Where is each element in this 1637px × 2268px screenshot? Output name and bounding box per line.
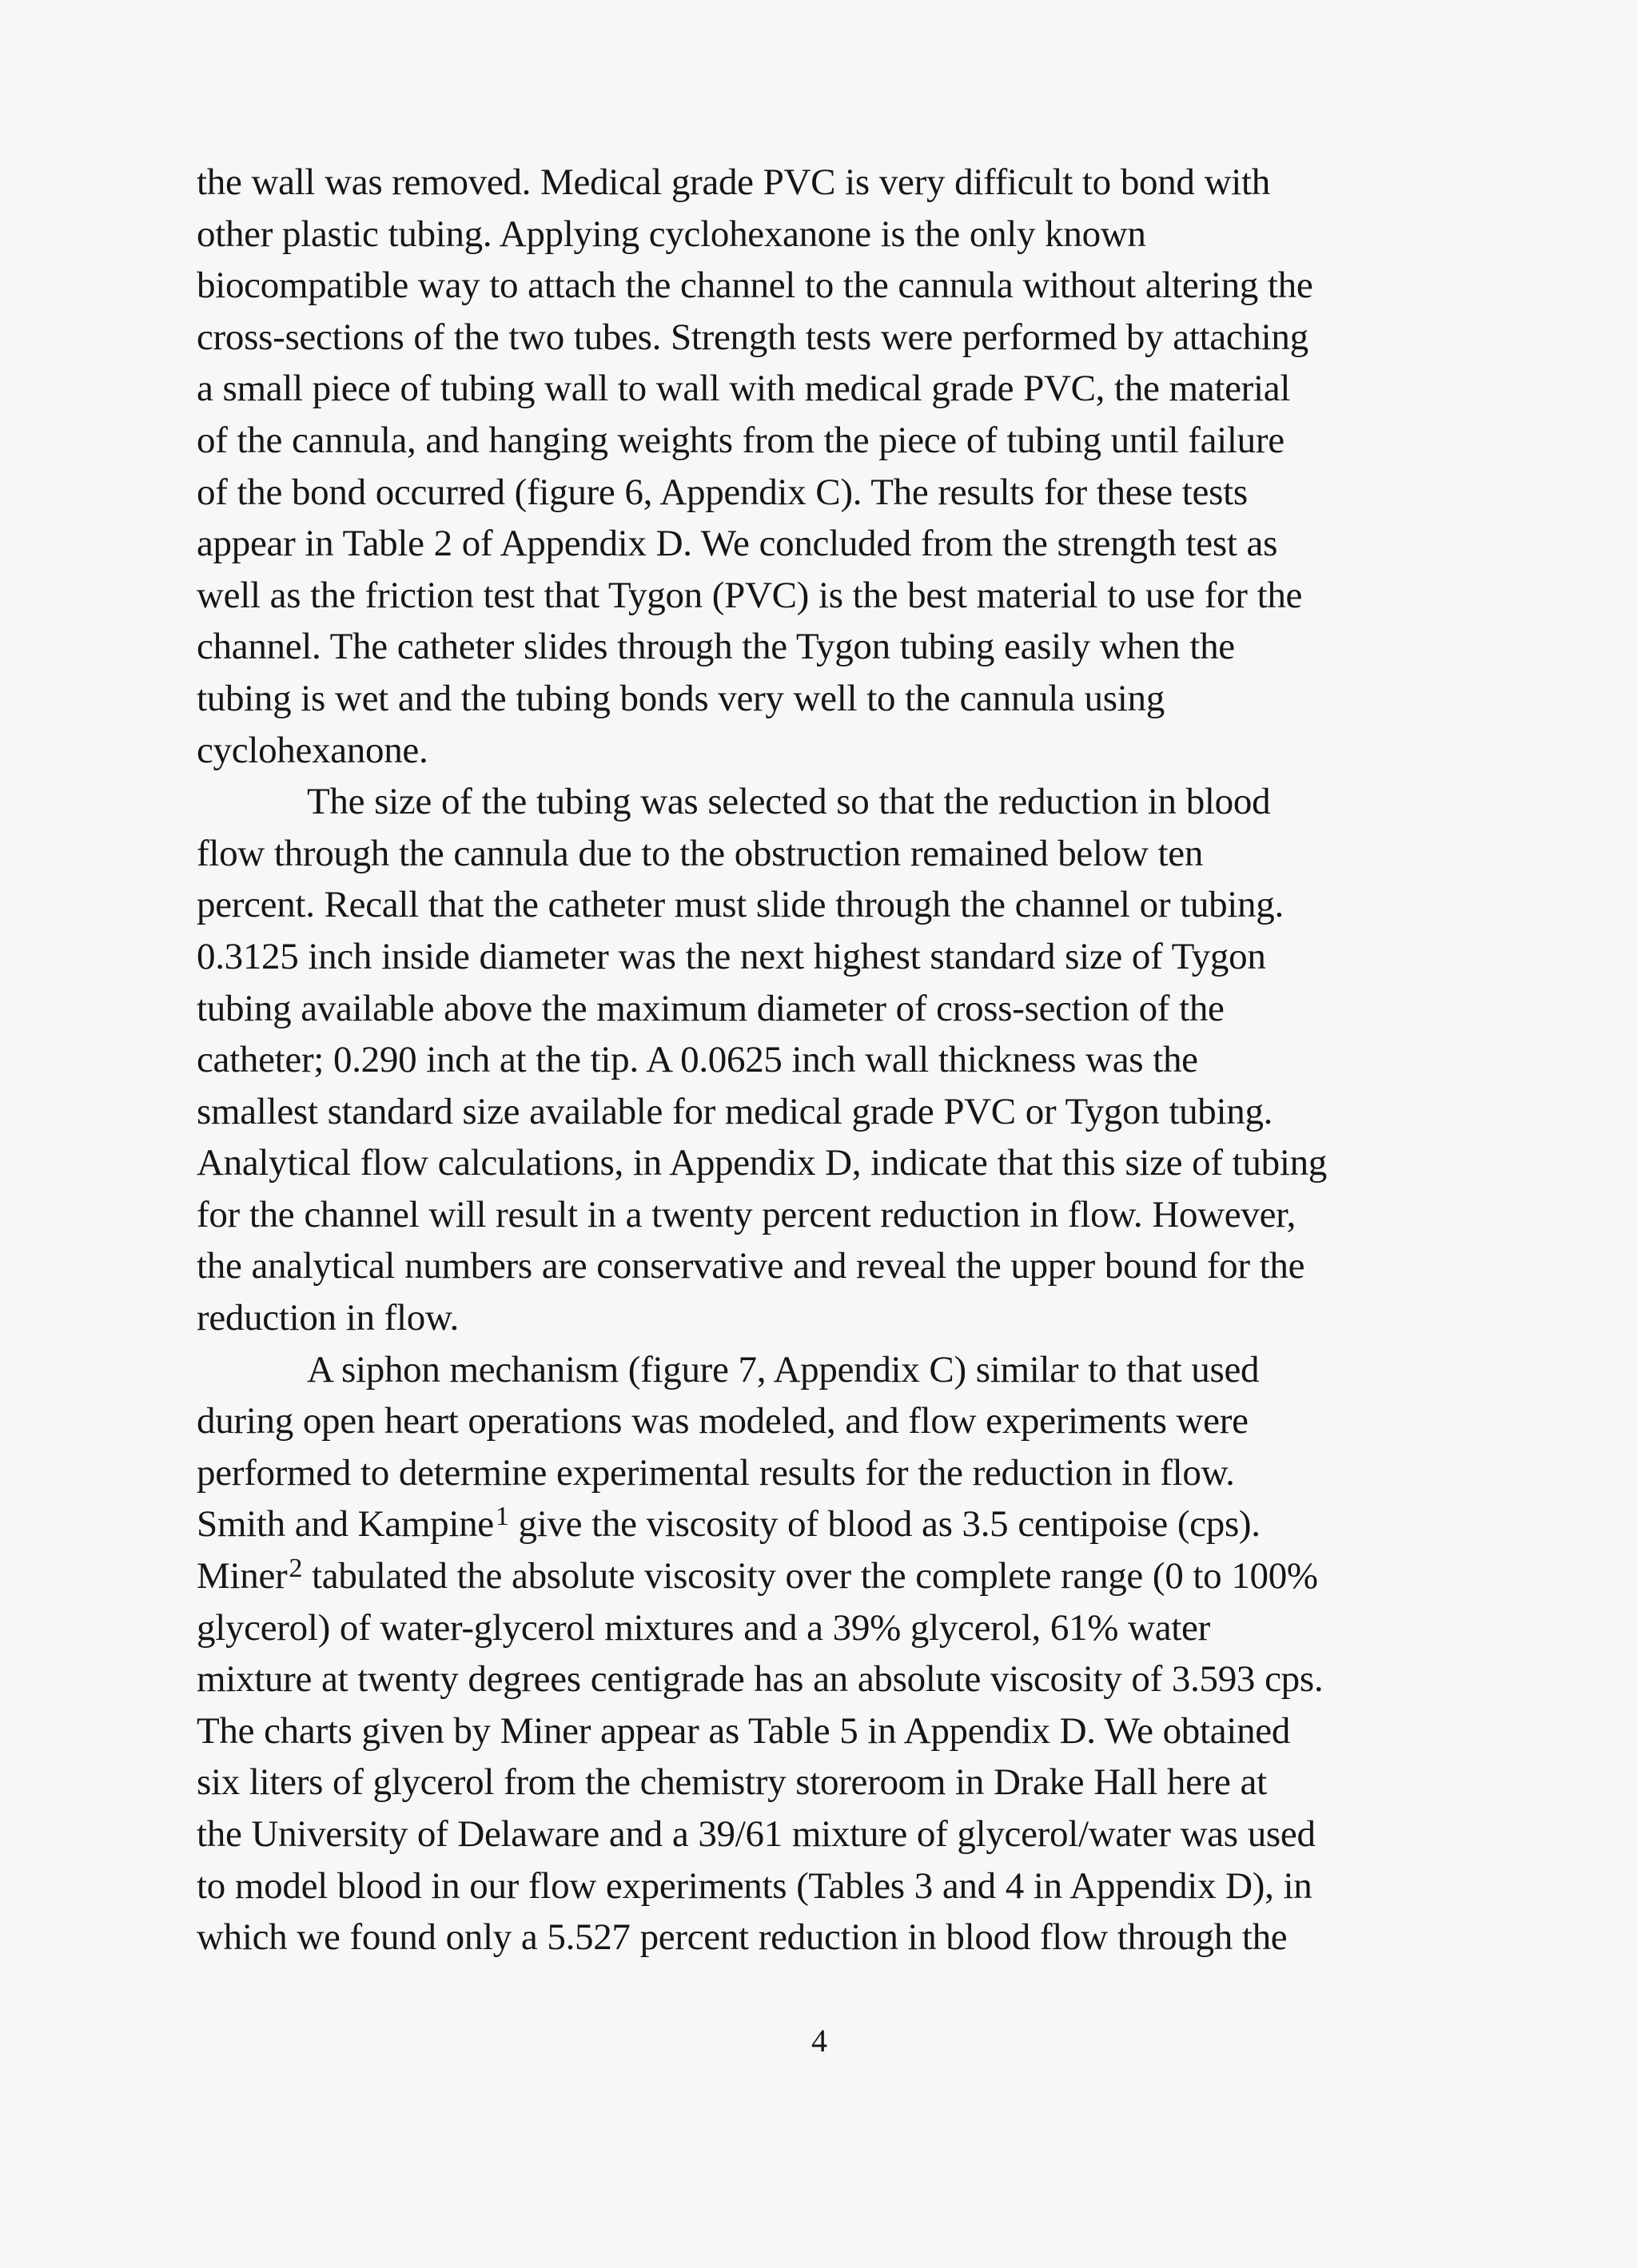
text-segment: tubing is wet and the tubing bonds very well to the cannula using xyxy=(197,677,1165,719)
text-line xyxy=(197,1137,1476,1189)
text-segment: The size of the tubing was selected so that the reduction in blood xyxy=(307,781,1271,823)
text-line xyxy=(197,725,1476,777)
footnote-marker: 1 xyxy=(495,1502,509,1532)
text-segment: A siphon mechanism (figure 7, Appendix C) similar to that used xyxy=(307,1348,1260,1391)
text-segment: which we found only a 5.527 percent reduction in blood flow through the xyxy=(197,1916,1288,1959)
text-line xyxy=(197,1602,1476,1654)
text-line xyxy=(197,1498,1476,1550)
text-line xyxy=(197,1034,1476,1086)
text-line xyxy=(197,673,1476,725)
text-segment: channel. The catheter slides through the Tygon tubing easily when the xyxy=(197,626,1235,668)
text-segment: 0.3125 inch inside diameter was the next highest standard size of Tygon xyxy=(197,935,1266,977)
text-segment: well as the friction test that Tygon (PVC) is the best material to use for the xyxy=(197,574,1303,616)
text-segment: the University of Delaware and a 39/61 mixture of glycerol/water was used xyxy=(197,1813,1316,1855)
text-line xyxy=(197,776,1476,828)
text-segment: Smith and Kampine xyxy=(197,1503,494,1546)
text-segment: cross-sections of the two tubes. Strength tests were performed by attaching xyxy=(197,316,1308,358)
text-segment: percent. Recall that the catheter must slide through the channel or tubing. xyxy=(197,884,1284,926)
text-segment: tubing available above the maximum diameter of cross-section of the xyxy=(197,987,1225,1029)
text-line xyxy=(197,157,1476,209)
text-segment: The charts given by Miner appear as Table 5 in Appendix D. We obtained xyxy=(197,1709,1291,1752)
text-segment: a small piece of tubing wall to wall with medical grade PVC, the material xyxy=(197,368,1291,410)
text-line xyxy=(197,1292,1476,1344)
footnote-marker: 2 xyxy=(289,1554,303,1584)
text-segment: tabulated the absolute viscosity over the complete range (0 to 100% xyxy=(302,1555,1318,1598)
text-line xyxy=(197,467,1476,519)
text-segment: six liters of glycerol from the chemistry storeroom in Drake Hall here at xyxy=(197,1761,1267,1804)
text-segment: glycerol) of water-glycerol mixtures and a 39% glycerol, 61% water xyxy=(197,1606,1210,1649)
text-segment: of the bond occurred (figure 6, Appendix C). The results for these tests xyxy=(197,471,1248,513)
text-line xyxy=(197,828,1476,880)
text-line xyxy=(197,1189,1476,1241)
text-segment: give the viscosity of blood as 3.5 centipoise (cps). xyxy=(508,1503,1261,1546)
text-line xyxy=(197,570,1476,622)
text-line xyxy=(197,1912,1476,1964)
text-segment: of the cannula, and hanging weights from the piece of tubing until failure xyxy=(197,419,1285,461)
page-number: 4 xyxy=(811,2023,827,2059)
text-line xyxy=(197,1757,1476,1808)
text-segment: mixture at twenty degrees centigrade has an absolute viscosity of 3.593 cps. xyxy=(197,1658,1324,1701)
text-line xyxy=(197,518,1476,570)
text-line xyxy=(197,1860,1476,1912)
text-line xyxy=(197,363,1476,415)
text-line xyxy=(197,1344,1476,1396)
text-line xyxy=(197,1808,1476,1860)
text-line xyxy=(197,931,1476,983)
text-segment: for the channel will result in a twenty percent reduction in flow. However, xyxy=(197,1193,1296,1235)
text-line xyxy=(197,415,1476,467)
text-segment: smallest standard size available for medical grade PVC or Tygon tubing. xyxy=(197,1090,1273,1132)
text-segment: during open heart operations was modeled, and flow experiments were xyxy=(197,1400,1249,1442)
text-segment: reduction in flow. xyxy=(197,1297,459,1339)
text-segment: biocompatible way to attach the channel to the cannula without altering the xyxy=(197,265,1313,307)
text-segment: other plastic tubing. Applying cyclohexanone is the only known xyxy=(197,213,1146,255)
text-line xyxy=(197,1653,1476,1705)
text-line xyxy=(197,312,1476,364)
text-line xyxy=(197,983,1476,1035)
text-segment: catheter; 0.290 inch at the tip. A 0.0625 inch wall thickness was the xyxy=(197,1039,1198,1081)
text-line xyxy=(197,1395,1476,1447)
text-segment: Miner xyxy=(197,1555,288,1598)
text-segment: Analytical flow calculations, in Appendix D, indicate that this size of tubing xyxy=(197,1142,1327,1184)
text-line xyxy=(197,260,1476,312)
text-segment: cyclohexanone. xyxy=(197,729,428,771)
paragraph xyxy=(197,157,1476,776)
text-line xyxy=(197,1086,1476,1138)
text-segment: appear in Table 2 of Appendix D. We concluded from the strength test as xyxy=(197,523,1278,565)
text-segment: performed to determine experimental results for the reduction in flow. xyxy=(197,1451,1235,1494)
paragraph xyxy=(197,776,1476,1344)
text-line xyxy=(197,1447,1476,1499)
body-text xyxy=(197,157,1476,1964)
text-line xyxy=(197,621,1476,673)
paragraph xyxy=(197,1344,1476,1964)
text-line xyxy=(197,1705,1476,1757)
text-segment: the wall was removed. Medical grade PVC is very difficult to bond with xyxy=(197,161,1270,203)
text-line xyxy=(197,879,1476,931)
text-line xyxy=(197,1240,1476,1292)
text-line xyxy=(197,209,1476,261)
text-segment: the analytical numbers are conservative and reveal the upper bound for the xyxy=(197,1245,1305,1287)
text-segment: flow through the cannula due to the obstruction remained below ten xyxy=(197,832,1204,874)
text-line xyxy=(197,1550,1476,1602)
text-segment: to model blood in our flow experiments (Tables 3 and 4 in Appendix D), in xyxy=(197,1864,1312,1907)
